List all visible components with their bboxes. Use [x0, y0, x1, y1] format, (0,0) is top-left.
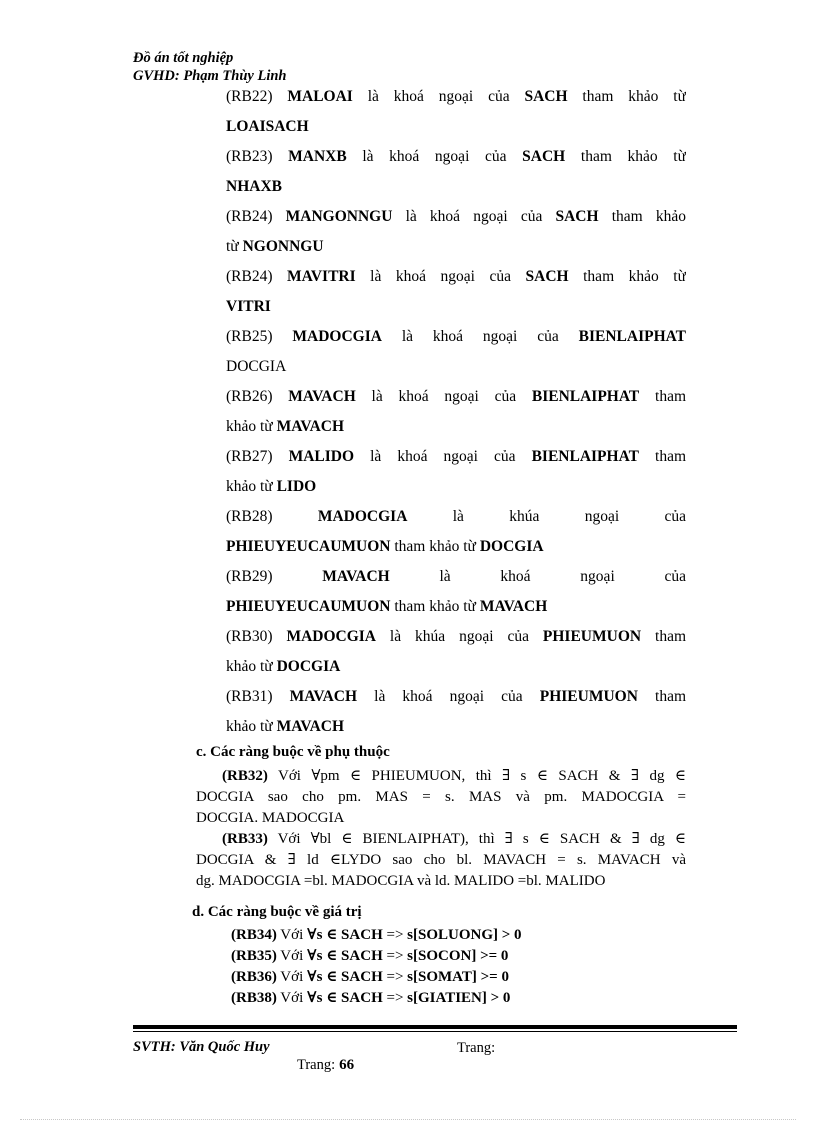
paragraph-line — [196, 787, 686, 808]
text-run: s[SOMAT] >= 0 — [407, 969, 509, 985]
text-run: => — [382, 948, 408, 964]
rule-line — [226, 142, 686, 172]
text-run: (RB36) — [231, 969, 277, 985]
text-run: tham khảo từ — [567, 88, 686, 105]
text-run: (RB28) — [226, 508, 318, 525]
text-run: MAVACH — [289, 688, 358, 705]
text-run: => — [382, 990, 408, 1006]
rule-line — [226, 682, 686, 712]
text-run: MAVACH — [288, 388, 356, 405]
text-run: SACH — [522, 148, 566, 165]
text-run: khảo từ — [226, 418, 277, 435]
rule-line — [226, 652, 686, 682]
constraint-item — [231, 988, 522, 1009]
text-run: NHAXB — [226, 178, 282, 195]
rule-line — [226, 292, 686, 322]
rule-line — [226, 322, 686, 352]
text-run: tham khảo từ — [390, 538, 480, 555]
text-run: ∀s ∈ SACH — [307, 969, 383, 985]
text-run: BIENLAIPHAT — [531, 388, 640, 405]
text-run: BIENLAIPHAT — [531, 448, 639, 465]
rule-line — [226, 352, 686, 382]
text-run: BIENLAIPHAT — [578, 328, 686, 345]
text-run: (RB35) — [231, 948, 277, 964]
text-run: MALOAI — [287, 88, 353, 105]
foreign-key-rules — [226, 82, 686, 742]
text-run: là khoá ngoại của — [354, 448, 532, 465]
paragraph-line — [196, 829, 686, 850]
text-run: (RB32) — [222, 768, 268, 784]
text-run: MANGONNGU — [285, 208, 393, 225]
text-run: MAVACH — [322, 568, 390, 585]
text-run: MAVACH — [276, 418, 345, 435]
text-run: tham — [637, 688, 686, 705]
text-run: khảo từ — [226, 478, 277, 495]
text-run: MAVACH — [276, 718, 345, 735]
text-run: MAVITRI — [287, 268, 356, 285]
text-run: là khoá ngoại của — [357, 688, 540, 705]
text-run: DOCGIA — [479, 538, 544, 555]
footer-page — [297, 1057, 354, 1074]
text-run: (RB33) — [222, 831, 268, 847]
text-run: PHIEUYEUCAUMUON — [226, 598, 391, 615]
text-run: khảo từ — [226, 658, 277, 675]
text-run: (RB38) — [231, 990, 277, 1006]
text-run: (RB29) — [226, 568, 323, 585]
text-run: SACH — [525, 268, 569, 285]
text-run: MADOCGIA — [317, 508, 408, 525]
text-run: Với ∀bl ∈ BIENLAIPHAT), thì ∃ s ∈ SACH & ∃ dg ∈ — [267, 831, 686, 847]
bottom-dotted-line — [20, 1119, 796, 1120]
text-run: MALIDO — [288, 448, 355, 465]
header-title: Đồ án tốt nghiệp — [133, 50, 234, 66]
text-run: DOCGIA & ∃ ld ∈LYDO sao cho bl. MAVACH = s. MAVACH và — [196, 852, 686, 868]
rule-line — [226, 232, 686, 262]
text-run: (RB23) — [226, 148, 289, 165]
footer-rule-thin — [133, 1031, 737, 1032]
text-run: tham khảo từ — [565, 148, 686, 165]
text-run: tham — [638, 448, 686, 465]
text-run: MAVACH — [479, 598, 548, 615]
text-run: PHIEUMUON — [542, 628, 642, 645]
text-run: VITRI — [226, 298, 271, 315]
text-run: ∀s ∈ SACH — [307, 948, 383, 964]
rule-line — [226, 382, 686, 412]
text-run: tham khảo từ — [568, 268, 686, 285]
text-run: từ — [226, 238, 243, 255]
text-run: NGONNGU — [242, 238, 324, 255]
rule-line — [226, 412, 686, 442]
text-run: DOCGIA sao cho pm. MAS = s. MAS và pm. MADOCGIA = — [196, 789, 686, 805]
rule-line — [226, 592, 686, 622]
rule-line — [226, 622, 686, 652]
header-advisor: GVHD: Phạm Thùy Linh — [133, 68, 287, 84]
text-run: MADOCGIA — [292, 328, 382, 345]
constraint-item — [231, 925, 522, 946]
value-constraints-list — [231, 925, 522, 1009]
text-run: Với — [276, 969, 307, 985]
text-run: dg. MADOCGIA =bl. MADOCGIA và ld. MALIDO =bl. MALIDO — [196, 873, 606, 889]
text-run: MANXB — [288, 148, 347, 165]
section-d-title: d. Các ràng buộc về giá trị — [192, 904, 362, 920]
text-run: tham — [641, 628, 686, 645]
text-run: tham — [639, 388, 686, 405]
paragraph-line — [196, 808, 686, 829]
paragraph-line — [196, 766, 686, 787]
text-run: PHIEUMUON — [539, 688, 638, 705]
text-run: ∀s ∈ SACH — [307, 990, 383, 1006]
rule-rb33 — [196, 829, 686, 892]
text-run: khảo từ — [226, 718, 277, 735]
text-run: là khoá ngoại của — [355, 268, 526, 285]
rule-rb32 — [196, 766, 686, 829]
text-run: ∀s ∈ SACH — [307, 927, 383, 943]
text-run: => — [382, 969, 408, 985]
footer-student: SVTH: Văn Quốc Huy — [133, 1039, 270, 1055]
text-run: là khoá ngoại của — [389, 568, 686, 585]
text-run: s[GIATIEN] > 0 — [407, 990, 511, 1006]
text-run: (RB25) — [226, 328, 293, 345]
text-run: là khoá ngoại của — [381, 328, 579, 345]
footer-trang-label: Trang: — [457, 1040, 496, 1056]
text-run: MADOCGIA — [286, 628, 376, 645]
text-run: DOCGIA — [226, 358, 287, 375]
rule-line — [226, 562, 686, 592]
text-run: (RB24) — [226, 208, 286, 225]
rule-line — [226, 82, 686, 112]
text-run: (RB34) — [231, 927, 277, 943]
text-run: SACH — [524, 88, 568, 105]
text-run: là khoá ngoại của — [355, 388, 532, 405]
text-run: => — [382, 927, 408, 943]
rule-line — [226, 112, 686, 142]
text-run: DOCGIA — [276, 658, 341, 675]
rule-line — [226, 472, 686, 502]
constraint-item — [231, 946, 522, 967]
paragraph-line — [196, 850, 686, 871]
text-run: PHIEUYEUCAUMUON — [226, 538, 391, 555]
text-run: s[SOLUONG] > 0 — [407, 927, 522, 943]
text-run: s[SOCON] >= 0 — [407, 948, 509, 964]
constraint-item — [231, 967, 522, 988]
text-run: là khúa ngoại của — [407, 508, 686, 525]
text-run: Với — [276, 990, 307, 1006]
text-run: LOAISACH — [226, 118, 309, 135]
rule-line — [226, 172, 686, 202]
section-c-title: c. Các ràng buộc về phụ thuộc — [196, 744, 390, 760]
rule-line — [226, 262, 686, 292]
text-run: (RB26) — [226, 388, 289, 405]
footer-page-label: Trang: — [297, 1057, 336, 1073]
text-run: là khúa ngoại của — [376, 628, 543, 645]
footer-page-number: 66 — [339, 1057, 355, 1073]
text-run: DOCGIA. MADOCGIA — [196, 810, 345, 826]
rule-line — [226, 532, 686, 562]
rule-line — [226, 502, 686, 532]
text-run: là khoá ngoại của — [352, 88, 525, 105]
text-run: Với — [276, 927, 307, 943]
text-run: Với ∀pm ∈ PHIEUMUON, thì ∃ s ∈ SACH & ∃ dg ∈ — [267, 768, 686, 784]
text-run: Với — [276, 948, 307, 964]
text-run: là khoá ngoại của — [346, 148, 523, 165]
rule-line — [226, 712, 686, 742]
footer-rule-thick — [133, 1025, 737, 1029]
text-run: là khoá ngoại của — [392, 208, 556, 225]
text-run: (RB30) — [226, 628, 287, 645]
text-run: tham khảo — [598, 208, 686, 225]
text-run: (RB22) — [226, 88, 288, 105]
rule-line — [226, 202, 686, 232]
text-run: (RB24) — [226, 268, 288, 285]
text-run: LIDO — [276, 478, 317, 495]
text-run: (RB27) — [226, 448, 289, 465]
text-run: SACH — [555, 208, 599, 225]
text-run: tham khảo từ — [390, 598, 480, 615]
text-run: (RB31) — [226, 688, 290, 705]
rule-line — [226, 442, 686, 472]
paragraph-line — [196, 871, 686, 892]
